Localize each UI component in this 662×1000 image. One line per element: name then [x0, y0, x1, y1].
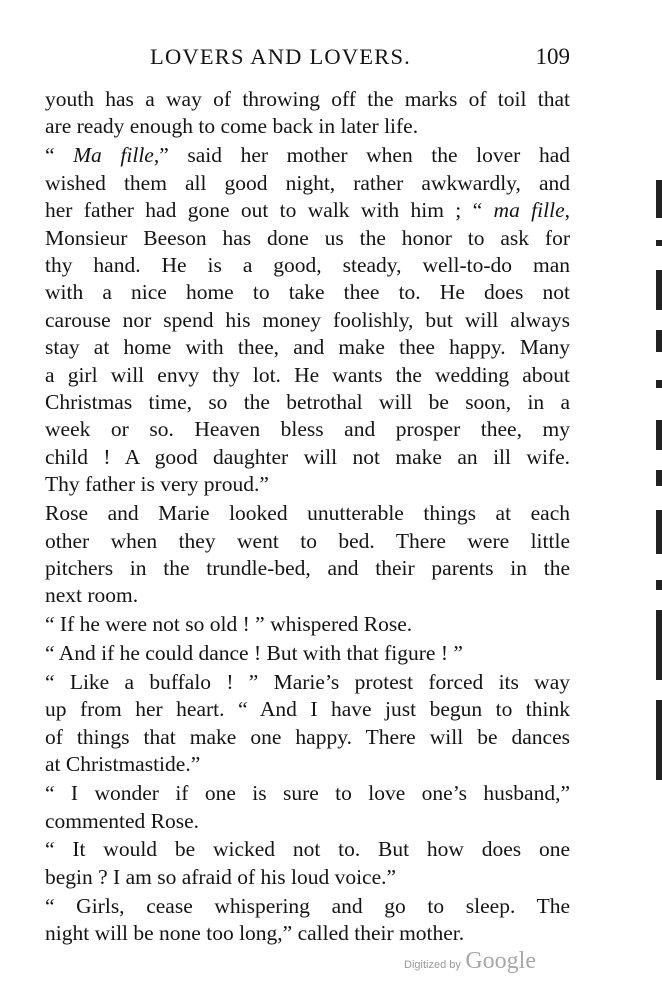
text-line: week or so. Heaven bless and prosper thee, my	[45, 417, 570, 442]
text-line: Thy father is very proud.”	[45, 472, 269, 497]
text-line: a girl will envy thy lot. He wants the wedding about	[45, 362, 570, 387]
watermark-prefix: Digitized by	[404, 959, 461, 971]
text-line: with a nice home to take thee to. He does not	[45, 280, 570, 305]
text-line: other when they went to bed. There were little	[45, 528, 570, 553]
text-line: her father had gone out to walk with him ; “ ma fille,	[45, 198, 570, 223]
text-line: “ Girls, cease whispering and go to sleep. The	[45, 893, 570, 918]
text-line: thy hand. He is a good, steady, well-to-do man	[45, 252, 570, 277]
text-line: wished them all good night, rather awkwardly, and	[45, 170, 570, 195]
text-line: night will be none too long,” called their mother.	[45, 921, 465, 946]
text-line: “ If he were not so old ! ” whispered Rose.	[45, 612, 413, 637]
text-line: Monsieur Beeson has done us the honor to ask for	[45, 225, 570, 250]
page-number: 109	[535, 44, 570, 69]
text-line: Rose and Marie looked unutterable things at each	[45, 501, 570, 526]
paragraph	[45, 86, 570, 141]
text-line: “ I wonder if one is sure to love one’s husband,”	[45, 781, 570, 806]
google-logo: Google	[465, 948, 536, 974]
text-line: stay at home with thee, and make thee happy. Many	[45, 335, 570, 360]
text-line: Christmas time, so the betrothal will be soon, in a	[45, 389, 570, 414]
text-line: next room.	[45, 583, 139, 608]
text-line: commented Rose.	[45, 808, 200, 833]
text-line: “ And if he could dance ! But with that figure ! ”	[45, 641, 463, 666]
text-line: child ! A good daughter will not make an ill wife.	[45, 444, 570, 469]
text-line: are ready enough to come back in later life.	[45, 114, 419, 139]
page-header	[150, 44, 570, 74]
digitized-by-google-watermark	[404, 948, 536, 975]
text-line: “ Like a buffalo ! ” Marie’s protest forced its way	[45, 670, 570, 695]
text-line: up from her heart. “ And I have just begun to think	[45, 697, 570, 722]
paragraph	[45, 836, 570, 891]
paragraph	[45, 500, 570, 610]
paragraph	[45, 780, 570, 835]
text-line: “ It would be wicked not to. But how does one	[45, 837, 570, 862]
paragraph	[45, 142, 570, 498]
body-text	[45, 86, 570, 948]
paragraph	[45, 669, 570, 779]
paragraph	[45, 611, 570, 638]
text-line: “ Ma fille,” said her mother when the lover had	[45, 143, 570, 168]
text-line: of things that make one happy. There will be dances	[45, 724, 570, 749]
paragraph	[45, 893, 570, 948]
running-title: LOVERS AND LOVERS.	[150, 44, 411, 69]
text-line: pitchers in the trundle-bed, and their parents in the	[45, 555, 570, 580]
text-line: youth has a way of throwing off the marks of toil that	[45, 87, 570, 111]
paragraph	[45, 640, 570, 667]
text-line: at Christmastide.”	[45, 752, 201, 777]
text-line: carouse nor spend his money foolishly, but will always	[45, 307, 570, 332]
binding-edge	[650, 180, 662, 780]
text-line: begin ? I am so afraid of his loud voice.”	[45, 864, 397, 889]
